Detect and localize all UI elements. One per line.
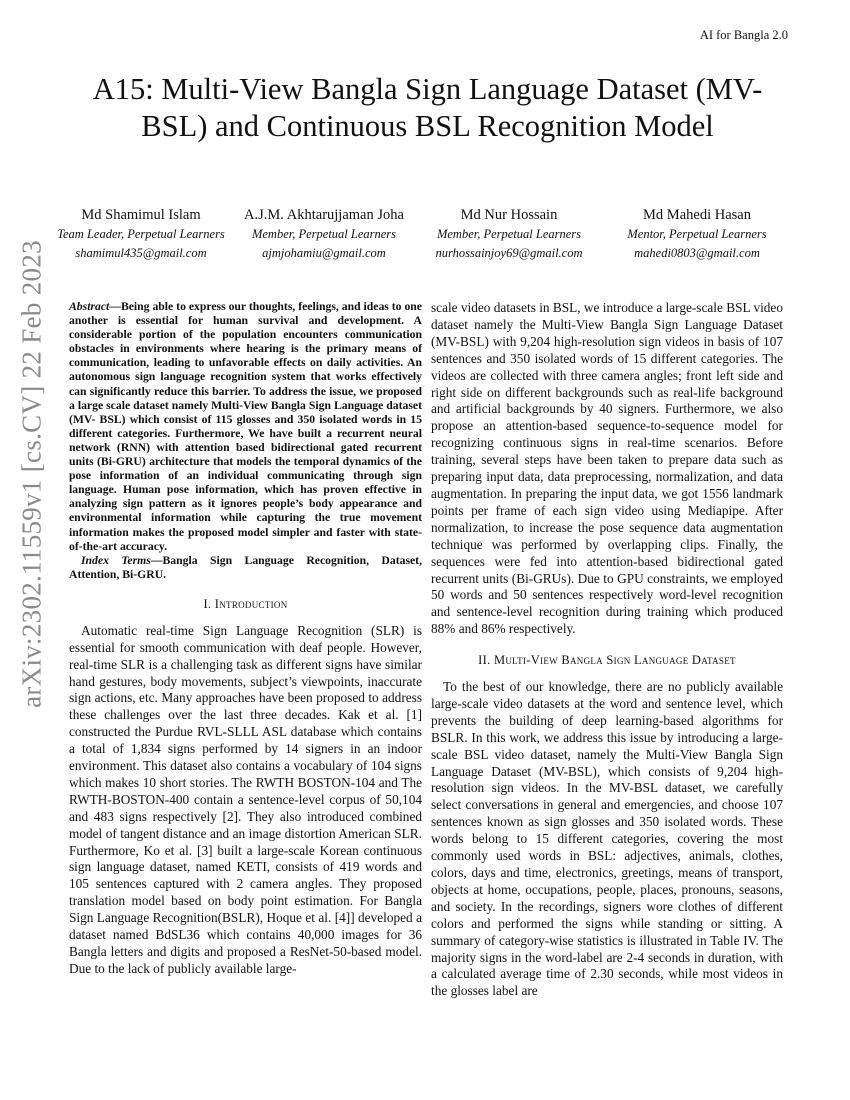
index-terms-label: Index Terms	[81, 553, 151, 567]
author-email: shamimul435@gmail.com	[75, 246, 207, 260]
author-1	[51, 206, 231, 263]
author-affiliation: Team Leader, Perpetual Learners	[57, 227, 225, 241]
author-email: mahedi0803@gmail.com	[634, 246, 760, 260]
author-name: A.J.M. Akhtarujjaman Joha	[244, 207, 404, 223]
author-3	[419, 206, 599, 263]
author-email: nurhossainjoy69@gmail.com	[435, 246, 583, 260]
introduction-continuation: scale video datasets in BSL, we introduce a large-scale BSL video dataset namely the Multi-View Bangla Sign Language Dataset (MV-BSL) with 9,204 high-resolution sign videos in basis of 107 sentences and 350 isolated words of 15 different categories. The videos are collected with three camera angles; front left side and right side on different backgrounds such as real-life background and artificial backgrounds by 40 signers. Furthermore, we also propose an attention-based sequence-to-sequence model for recognizing continuous signs in real-time scenarios. Before training, several steps have been taken to prepare data such as preparing input data, data preprocessing, normalization, and data augmentation. In preparing the input data, we got 1556 landmark points per frame of each sign video using Mediapipe. After normalization, to increase the pose sequence data augmentation technique was performed by overlapping clips. Finally, the sequences were fed into attention-based bidirectional gated recurrent units (Bi-GRUs). Due to GPU constraints, we employed 50 words and 50 sentences respectively word-level recognition and sentence-level recognition during training which produced 88% and 86% respectively.	[431, 300, 783, 637]
author-email: ajmjohamiu@gmail.com	[262, 246, 386, 260]
index-terms-text: —Bangla Sign Language Recognition, Dataset, Attention, Bi-GRU.	[69, 553, 422, 581]
running-header: AI for Bangla 2.0	[699, 28, 788, 42]
paper-title: A15: Multi-View Bangla Sign Language Dataset (MV- BSL) and Continuous BSL Recognition Model	[92, 72, 763, 143]
arxiv-identifier-stamp[interactable]: arXiv:2302.11559v1 [cs.CV] 22 Feb 2023	[16, 240, 47, 708]
section-heading-introduction: I. Introduction	[203, 596, 288, 611]
author-name: Md Nur Hossain	[460, 207, 558, 223]
author-name: Md Shamimul Islam	[81, 207, 201, 223]
author-4	[607, 206, 787, 263]
abstract-label: Abstract	[69, 300, 110, 313]
author-name: Md Mahedi Hasan	[643, 207, 751, 223]
index-terms	[69, 554, 422, 582]
right-column	[431, 300, 783, 1000]
dataset-paragraph: To the best of our knowledge, there are no publicly available large-scale video datasets at the word and sentence level, which prevents the building of deep learning-based algorithms for BSLR. In this work, we address this issue by introducing a large-scale BSL video dataset, namely the Multi-View Bangla Sign Language Dataset (MV-BSL), which consists of 9,204 high-resolution sign videos. In the MV-BSL dataset, we carefully select conversations in general and emergencies, and choose 107 sentences known as sign glosses and 350 isolated words. These words belong to 15 different categories, covering the most commonly used words in BSL: adjectives, animals, clothes, colors, days and time, electronics, greetings, means of transport, objects at home, occupations, people, places, pronouns, seasons, and society. In the recordings, signers wore clothes of different colors and performed the signs while standing or sitting. A summary of category-wise statistics is illustrated in Table IV. The majority signs in the word-label are 2-4 seconds in duration, with a calculated average time of 2.30 seconds, while most videos in the glosses label are	[431, 679, 783, 999]
author-affiliation: Member, Perpetual Learners	[436, 227, 582, 241]
introduction-paragraph: Automatic real-time Sign Language Recognition (SLR) is essential for smooth communication with deaf people. However, real-time SLR is a challenging task as different signs have similar hand gestures, body movements, subject’s viewpoints, inaccurate sign actions, etc. Many approaches have been proposed to address these challenges over the last three decades. Kak et al. [1] constructed the Purdue RVL-SLLL ASL database which contains a total of 1,834 signs performed by 14 signers in an indoor environment. This dataset also contains a vocabulary of 104 signs which makes 10 short stories. The RWTH BOSTON-104 and The RWTH-BOSTON-400 contain a sentence-level corpus of 50,104 and 483 signs respectively [2]. They also introduced combined model of tangent distance and an image distortion American SLR. Furthermore, Ko et al. [3] built a large-scale Korean continuous sign language dataset, named KETI, consists of 419 words and 105 sentences captured with 2 camera angles. They proposed translation model based on body point estimation. For Bangla Sign Language Recognition(BSLR), Hoque et al. [4]] developed a dataset named BdSL36 which contains 40,000 images for 36 Bangla letters and digits and proposed a ResNet-50-based model. Due to the lack of publicly available large-	[69, 622, 422, 976]
abstract-text: —Being able to express our thoughts, feelings, and ideas to one another is essential for human survival and development. A considerable portion of the population encounters communication obstacles in environments where hearing is the primary means of communication, leading to unfavorable effects on daily activities. An autonomous sign language recognition system that works effectively can significantly reduce this barrier. To address the issue, we proposed a large scale dataset namely Multi-View Bangla Sign Language dataset (MV- BSL) which consist of 115 glosses and 350 isolated words in 15 different categories. Furthermore, We have built a recurrent neural network (RNN) with attention based bidirectional gated recurrent units (Bi-GRU) architecture that models the temporal dynamics of the pose information of an individual communicating through sign language. Human pose information, which has proven effective in analyzing sign pattern as it ignores people’s body appearance and environmental information while capturing the true movement information makes the proposed model simpler and faster with state-of-the-art accuracy.	[69, 300, 422, 553]
section-heading-dataset: II. Multi-View Bangla Sign Language Dataset	[478, 653, 736, 668]
author-affiliation: Mentor, Perpetual Learners	[627, 227, 767, 241]
author-affiliation: Member, Perpetual Learners	[251, 227, 397, 241]
author-2	[234, 206, 414, 263]
abstract	[69, 300, 422, 554]
left-column	[69, 300, 422, 978]
